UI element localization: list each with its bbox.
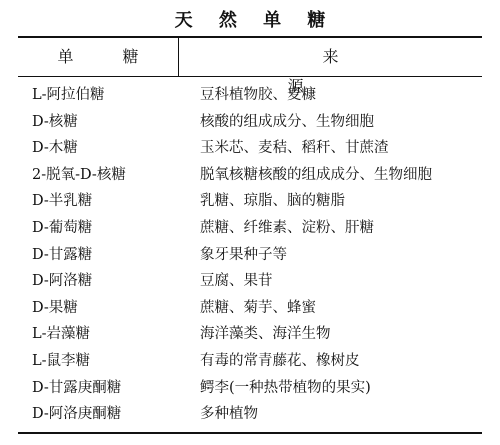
table-row <box>0 215 500 242</box>
source-cell: 蔗糖、菊芋、蜂蜜 <box>200 299 316 316</box>
source-cell: 脱氧核糖核酸的组成成分、生物细胞 <box>200 166 432 183</box>
sugar-cell: L-岩藻糖 <box>32 326 91 343</box>
table-row <box>0 268 500 295</box>
header-rule <box>18 76 482 77</box>
table-row <box>0 82 500 109</box>
table-row <box>0 375 500 402</box>
sugar-cell: 2-脱氧-D-核糖 <box>32 166 126 183</box>
table-row <box>0 162 500 189</box>
table-row <box>0 321 500 348</box>
source-cell: 豆科植物胶、麦糠 <box>200 87 316 103</box>
source-cell: 象牙果种子等 <box>200 246 287 263</box>
table-title: 天 然 单 糖 <box>174 10 336 31</box>
sugar-cell: D-甘露糖 <box>32 246 93 263</box>
sugar-cell: L-鼠李糖 <box>32 352 91 369</box>
source-cell: 多种植物 <box>200 406 258 423</box>
table-row <box>0 188 500 215</box>
source-cell: 玉米芯、麦秸、稻秆、甘蔗渣 <box>200 140 389 157</box>
sugar-cell: D-葡萄糖 <box>32 219 93 236</box>
table-row <box>0 242 500 269</box>
table-body <box>0 82 500 428</box>
sugar-cell: L-阿拉伯糖 <box>32 87 105 103</box>
table-row <box>0 401 500 428</box>
sugar-cell: D-果糖 <box>32 299 78 316</box>
sugar-cell: D-核糖 <box>32 113 78 130</box>
table-row <box>0 295 500 322</box>
table-row <box>0 135 500 162</box>
source-cell: 鳄李(一种热带植物的果实) <box>200 379 371 396</box>
source-cell: 豆腐、果苷 <box>200 273 273 290</box>
bottom-rule <box>18 432 482 434</box>
source-cell: 乳糖、琼脂、脑的糖脂 <box>200 193 345 210</box>
sugar-cell: D-阿洛糖 <box>32 273 93 290</box>
top-rule <box>18 36 482 38</box>
sugar-cell: D-阿洛庚酮糖 <box>32 406 122 423</box>
source-cell: 蔗糖、纤维素、淀粉、肝糖 <box>200 219 374 236</box>
source-cell: 海洋藻类、海洋生物 <box>200 326 331 343</box>
table-row <box>0 109 500 136</box>
table-row <box>0 348 500 375</box>
sugar-cell: D-半乳糖 <box>32 193 93 210</box>
header-sugar: 单 糖 <box>57 47 161 66</box>
sugar-cell: D-甘露庚酮糖 <box>32 379 122 396</box>
source-cell: 有毒的常青藤花、橡树皮 <box>200 352 360 369</box>
sugar-cell: D-木糖 <box>32 140 78 157</box>
source-cell: 核酸的组成成分、生物细胞 <box>200 113 374 130</box>
header-source: 来 源 <box>287 47 409 96</box>
